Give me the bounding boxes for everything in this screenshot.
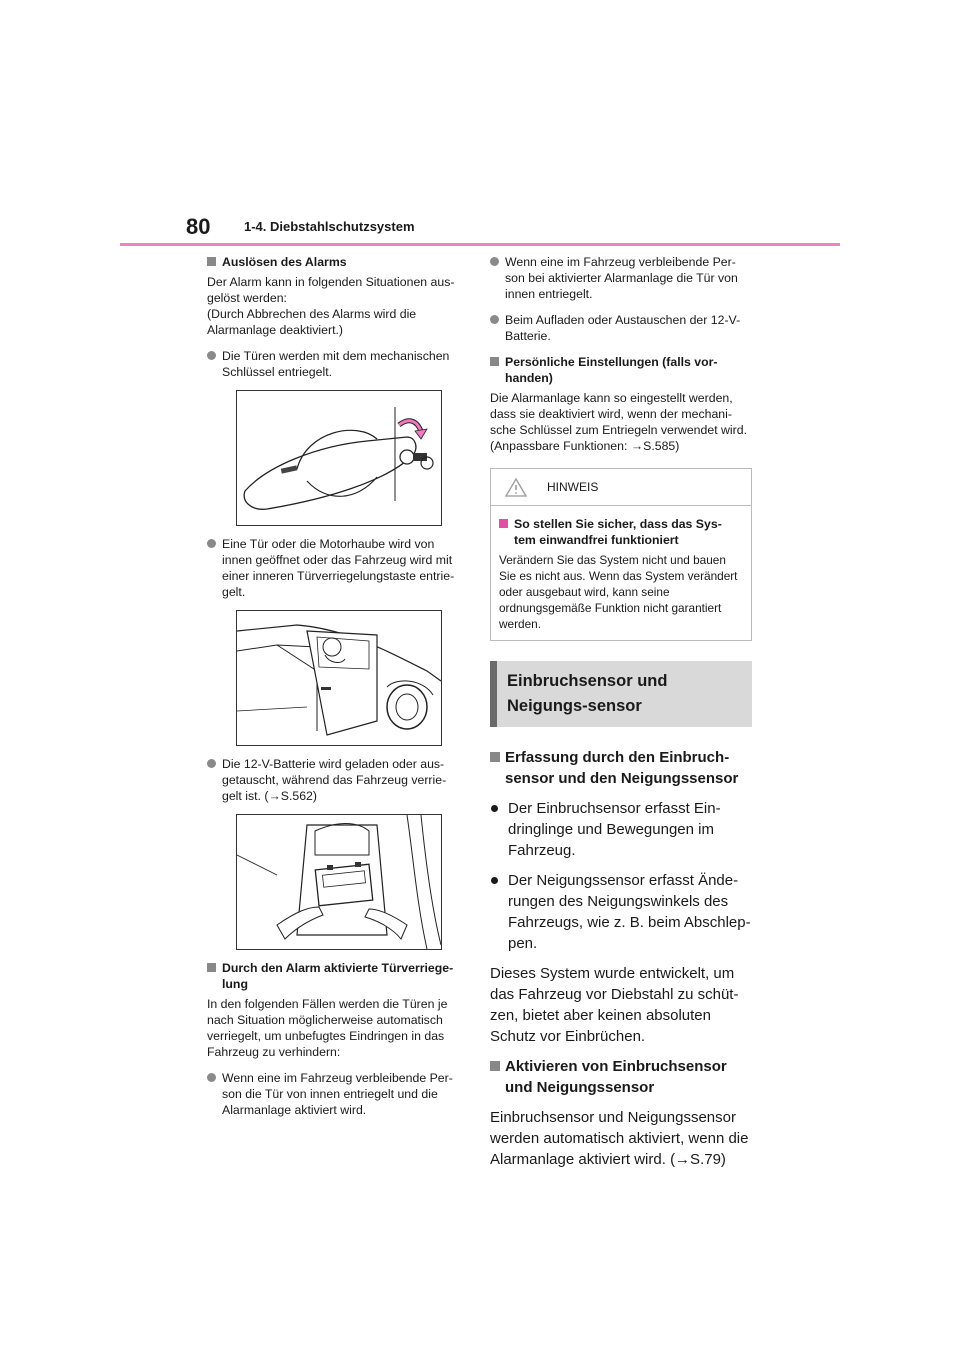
bullet-tilt-sensor: Der Neigungssensor erfasst Ände-rungen des Neigungswinkels des Fahrzeugs, wie z. B. beim Abschlep-pen. [490, 870, 752, 954]
bullet-battery-charged: Die 12-V-Batterie wird geladen oder aus-getauscht, während das Fahrzeug verrie-gelt ist. (→S.562) [207, 756, 465, 804]
sensor-section [490, 747, 752, 1170]
warning-icon [505, 477, 527, 497]
figure-battery-replacement [236, 814, 442, 950]
paragraph-alarm-intro: Der Alarm kann in folgenden Situationen aus-gelöst werden: (Durch Abbrechen des Alarms wird die Alarmanlage deaktiviert.) [207, 275, 455, 337]
notice-body [491, 506, 751, 640]
section-heading-sensors: Einbruchsensor und Neigungs-sensor [490, 661, 752, 727]
right-column [490, 254, 752, 1179]
subheading-sensor-detection: Erfassung durch den Einbruch-sensor und den Neigungssensor [490, 747, 752, 789]
paragraph-auto-lock: In den folgenden Fällen werden die Türen je nach Situation möglicherweise automatisch verriegelt, um unbefugtes Eindringen in das Fahrzeug zu verhindern: [207, 997, 448, 1059]
subheading-personal-settings: Persönliche Einstellungen (falls vor-handen) [490, 354, 752, 386]
paragraph-system-purpose: Dieses System wurde entwickelt, um das Fahrzeug vor Diebstahl zu schüt-zen, bietet aber keinen absoluten Schutz vor Einbrüchen. [490, 965, 739, 1045]
notice-text: Verändern Sie das System nicht und bauen Sie es nicht aus. Wenn das System verändert oder ausgebaut wird, kann seine ordnungsgemäße Funktion nicht garantiert werden. [499, 553, 738, 631]
section-title: 1-4. Diebstahlschutzsystem [244, 219, 415, 234]
header-rule [120, 243, 840, 246]
bullet-door-opened-inside: Eine Tür oder die Motorhaube wird von innen geöffnet oder das Fahrzeug wird mit einer inneren Türverriegelungstaste entrie-gelt. [207, 536, 465, 600]
subheading-sensor-activation: Aktivieren von Einbruchsensor und Neigungssensor [490, 1056, 752, 1098]
left-column [207, 254, 465, 1128]
figure-door-handle-key [236, 390, 442, 526]
page-number: 80 [186, 214, 211, 239]
subheading-alarm-trigger: Auslösen des Alarms [207, 254, 465, 270]
notice-heading: So stellen Sie sicher, dass das Sys-tem einwandfrei funktioniert [499, 516, 743, 548]
bullet-person-unlocks: Wenn eine im Fahrzeug verbleibende Per-son die Tür von innen entriegelt und die Alarmanlage aktiviert wird. [207, 1070, 465, 1118]
bullet-intrusion-sensor: Der Einbruchsensor erfasst Ein-dringlinge und Bewegungen im Fahrzeug. [490, 798, 752, 861]
subheading-alarm-door-lock: Durch den Alarm aktivierte Türverriege-lung [207, 960, 465, 992]
notice-header [491, 469, 751, 506]
bullet-mechanical-key: Die Türen werden mit dem mechanischen Schlüssel entriegelt. [207, 348, 465, 380]
bullet-battery-recharge: Beim Aufladen oder Austauschen der 12-V-Batterie. [490, 312, 752, 344]
bullet-person-unlocks-active: Wenn eine im Fahrzeug verbleibende Per-son bei aktivierter Alarmanlage die Tür von innen entriegelt. [490, 254, 752, 302]
paragraph-sensor-activation: Einbruchsensor und Neigungssensor werden automatisch aktiviert, wenn die Alarmanlage aktiviert wird. (→S.79) [490, 1109, 749, 1168]
notice-box [490, 468, 752, 641]
notice-label: HINWEIS [547, 480, 599, 494]
figure-car-open-door [236, 610, 442, 746]
paragraph-personal-settings: Die Alarmanlage kann so eingestellt werden, dass sie deaktiviert wird, wenn der mechani-sche Schlüssel zum Entriegeln verwendet wird. (Anpassbare Funktionen: →S.585) [490, 391, 747, 453]
